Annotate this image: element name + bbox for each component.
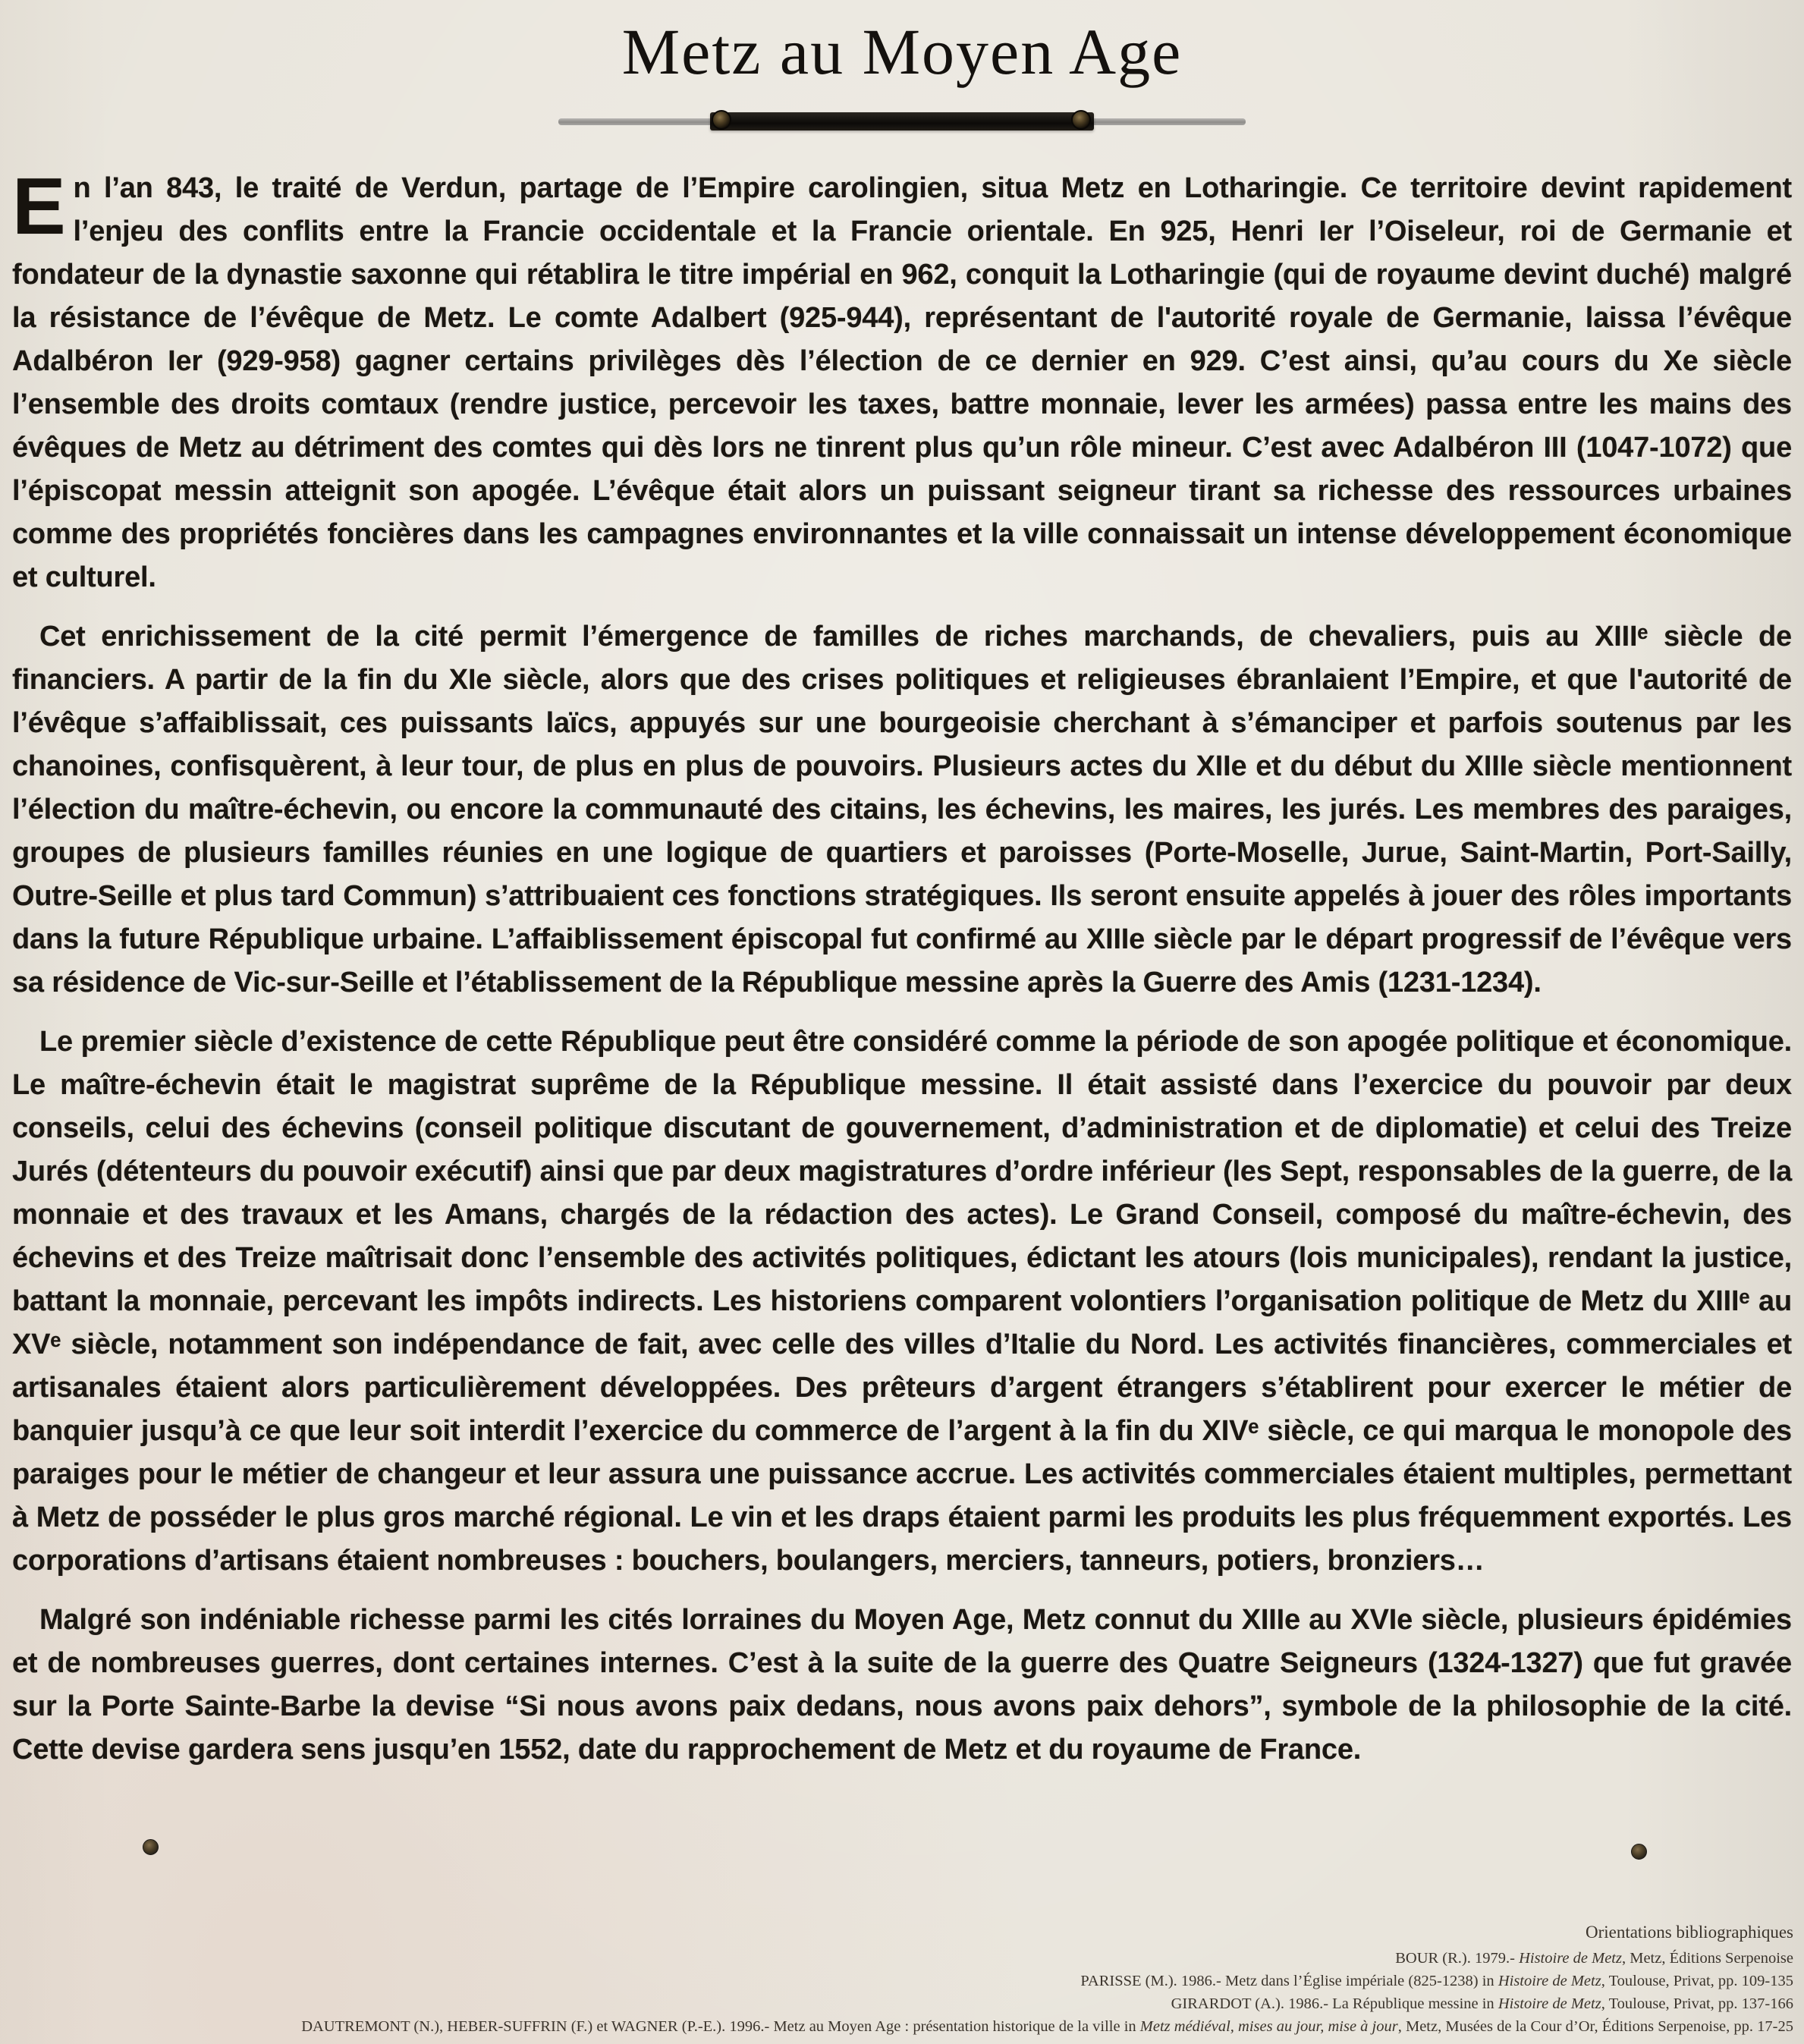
bibliography-entry (11, 1970, 1793, 1992)
bib-entry-pre: DAUTREMONT (N.), HEBER-SUFFRIN (F.) et WAGNER (P.-E.). 1996.- Metz au Moyen Age : présentation historique de la ville in (301, 2018, 1140, 2035)
dropcap-letter: E (12, 162, 66, 251)
bibliography-entry (11, 2015, 1793, 2038)
bib-entry-pre: GIRARDOT (A.). 1986.- La République messine in (1171, 1995, 1498, 2012)
bib-entry-title: Histoire de Metz (1519, 1950, 1622, 1967)
screw-icon (1071, 110, 1091, 130)
bibliography-heading: Orientations bibliographiques (1585, 1923, 1793, 1942)
bibliography-entry (11, 1947, 1793, 1970)
bib-entry-title: Metz médiéval, mises au jour, mise à jour (1139, 2018, 1398, 2035)
screw-icon (712, 110, 731, 130)
bib-entry-post: , Metz, Musées de la Cour d’Or, Éditions Serpenoise, pp. 17-25 (1397, 2018, 1793, 2035)
bib-entry-post: , Metz, Éditions Serpenoise (1621, 1950, 1793, 1967)
bibliography (11, 1921, 1793, 2038)
bibliography-entry (11, 1992, 1793, 2015)
bib-entry-pre: BOUR (R.). 1979.- (1395, 1950, 1520, 1967)
paragraph-3: Le premier siècle d’existence de cette République peut être considéré comme la période de son apogée politique et économique. Le maître-échevin était le magistrat suprême de la République messine. Il était assisté dans l’exercice du pouvoir par deux conseils, celui des échevins (conseil politique discutant de gouvernement, d’administration et de diplomatie) et celui des Treize Jurés (détenteurs du pouvoir exécutif) ainsi que par deux magistratures d’ordre inférieur (les Sept, responsables de la guerre, de la monnaie et des travaux et les Amans, chargés de la rédaction des actes). Le Grand Conseil, composé du maître-échevin, des échevins et des Treize maîtrisait donc l’ensemble des activités politiques, édictant les atours (lois municipales), rendant la justice, battant la monnaie, percevant les impôts indirects. Les historiens comparent volontiers l’organisation politique de Metz du XIIIᵉ au XVᵉ siècle, notamment son indépendance de fait, avec celle des villes d’Italie du Nord. Les activités financières, commerciales et artisanales étaient alors particulièrement développées. Des prêteurs d’argent étrangers s’établirent pour exercer le métier de banquier jusqu’à ce que leur soit interdit l’exercice du commerce de l’argent à la fin du XIVᵉ siècle, ce qui marqua le monopole des paraiges pour le métier de changeur et leur assura une puissance accrue. Les activités commerciales étaient multiples, permettant à Metz de posséder le plus gros marché régional. Le vin et les draps étaient parmi les produits les plus fréquemment exportés. Les corporations d’artisans étaient nombreuses : bouchers, boulangers, merciers, tanneurs, potiers, bronziers… (12, 1026, 1792, 1577)
article-body (0, 132, 1804, 1772)
paragraph-4: Malgré son indéniable richesse parmi les cités lorraines du Moyen Age, Metz connut du XIIIe au XVIe siècle, plusieurs épidémies et de nombreuses guerres, dont certaines internes. C’est à la suite de la guerre des Quatre Seigneurs (1324-1327) que fut gravée sur la Porte Sainte-Barbe la devise “Si nous avons paix dedans, nous avons paix dehors”, symbole de la philosophie de la cité. Cette devise gardera sens jusqu’en 1552, date du rapprochement de Metz et du royaume de France. (12, 1604, 1792, 1766)
divider-bar (710, 112, 1094, 131)
bib-entry-post: , Toulouse, Privat, pp. 109-135 (1601, 1973, 1793, 1989)
paragraph-1-text: n l’an 843, le traité de Verdun, partage de l’Empire carolingien, situa Metz en Lotharingie. Ce territoire devint rapidement l’enjeu des conflits entre la Francie occidentale et la Francie orientale. En 925, Henri Ier l’Oiseleur, roi de Germanie et fondateur de la dynastie saxonne qui rétablira le titre impérial en 962, conquit la Lotharingie (qui de royaume devint duché) malgré la résistance de l’évêque de Metz. Le comte Adalbert (925-944), représentant de l'autorité royale de Germanie, laissa l’évêque Adalbéron Ier (929-958) gagner certains privilèges dès l’élection de ce dernier en 929. C’est ainsi, qu’au cours du Xe siècle l’ensemble des droits comtaux (rendre justice, percevoir les taxes, battre monnaie, lever les armées) passa entre les mains des évêques de Metz au détriment des comtes qui dès lors ne tinrent plus qu’un rôle mineur. C’est avec Adalbéron III (1047-1072) que l’épiscopat messin atteignit son apogée. L’évêque était alors un puissant seigneur tirant sa richesse des ressources urbaines comme des propriétés foncières dans les campagnes environnantes et la ville connaissait un intense développement économique et culturel. (12, 172, 1792, 593)
bib-entry-pre: PARISSE (M.). 1986.- Metz dans l’Église impériale (825-1238) in (1080, 1973, 1498, 1989)
paragraph-1 (12, 162, 1792, 599)
bib-entry-title: Histoire de Metz (1498, 1973, 1601, 1989)
bib-entry-title: Histoire de Metz (1498, 1995, 1601, 2012)
screw-icon (143, 1839, 159, 1855)
screw-icon (1631, 1844, 1647, 1860)
page-title: Metz au Moyen Age (621, 15, 1183, 88)
title-divider (0, 109, 1804, 132)
bib-entry-post: , Toulouse, Privat, pp. 137-166 (1601, 1995, 1793, 2012)
paragraph-2: Cet enrichissement de la cité permit l’émergence de familles de riches marchands, de chevaliers, puis au XIIIᵉ siècle de financiers. A partir de la fin du XIe siècle, alors que des crises politiques et religieuses ébranlaient l’Empire, et que l'autorité de l’évêque s’affaiblissait, ces puissants laïcs, appuyés sur une bourgeoisie cherchant à s’émanciper et parfois soutenus par les chanoines, confisquèrent, à leur tour, de plus en plus de pouvoirs. Plusieurs actes du XIIe et du début du XIIIe siècle mentionnent l’élection du maître-échevin, ou encore la communauté des citains, les échevins, les maires, les jurés. Les membres des paraiges, groupes de plusieurs familles réunies en une logique de quartiers et paroisses (Porte-Moselle, Jurue, Saint-Martin, Port-Sailly, Outre-Seille et plus tard Commun) s’attribuaient ces fonctions stratégiques. Ils seront ensuite appelés à jouer des rôles importants dans la future République urbaine. L’affaiblissement épiscopal fut confirmé au XIIIe siècle par le départ progressif de l’évêque vers sa résidence de Vic-sur-Seille et l’établissement de la République messine après la Guerre des Amis (1231-1234). (12, 621, 1792, 998)
